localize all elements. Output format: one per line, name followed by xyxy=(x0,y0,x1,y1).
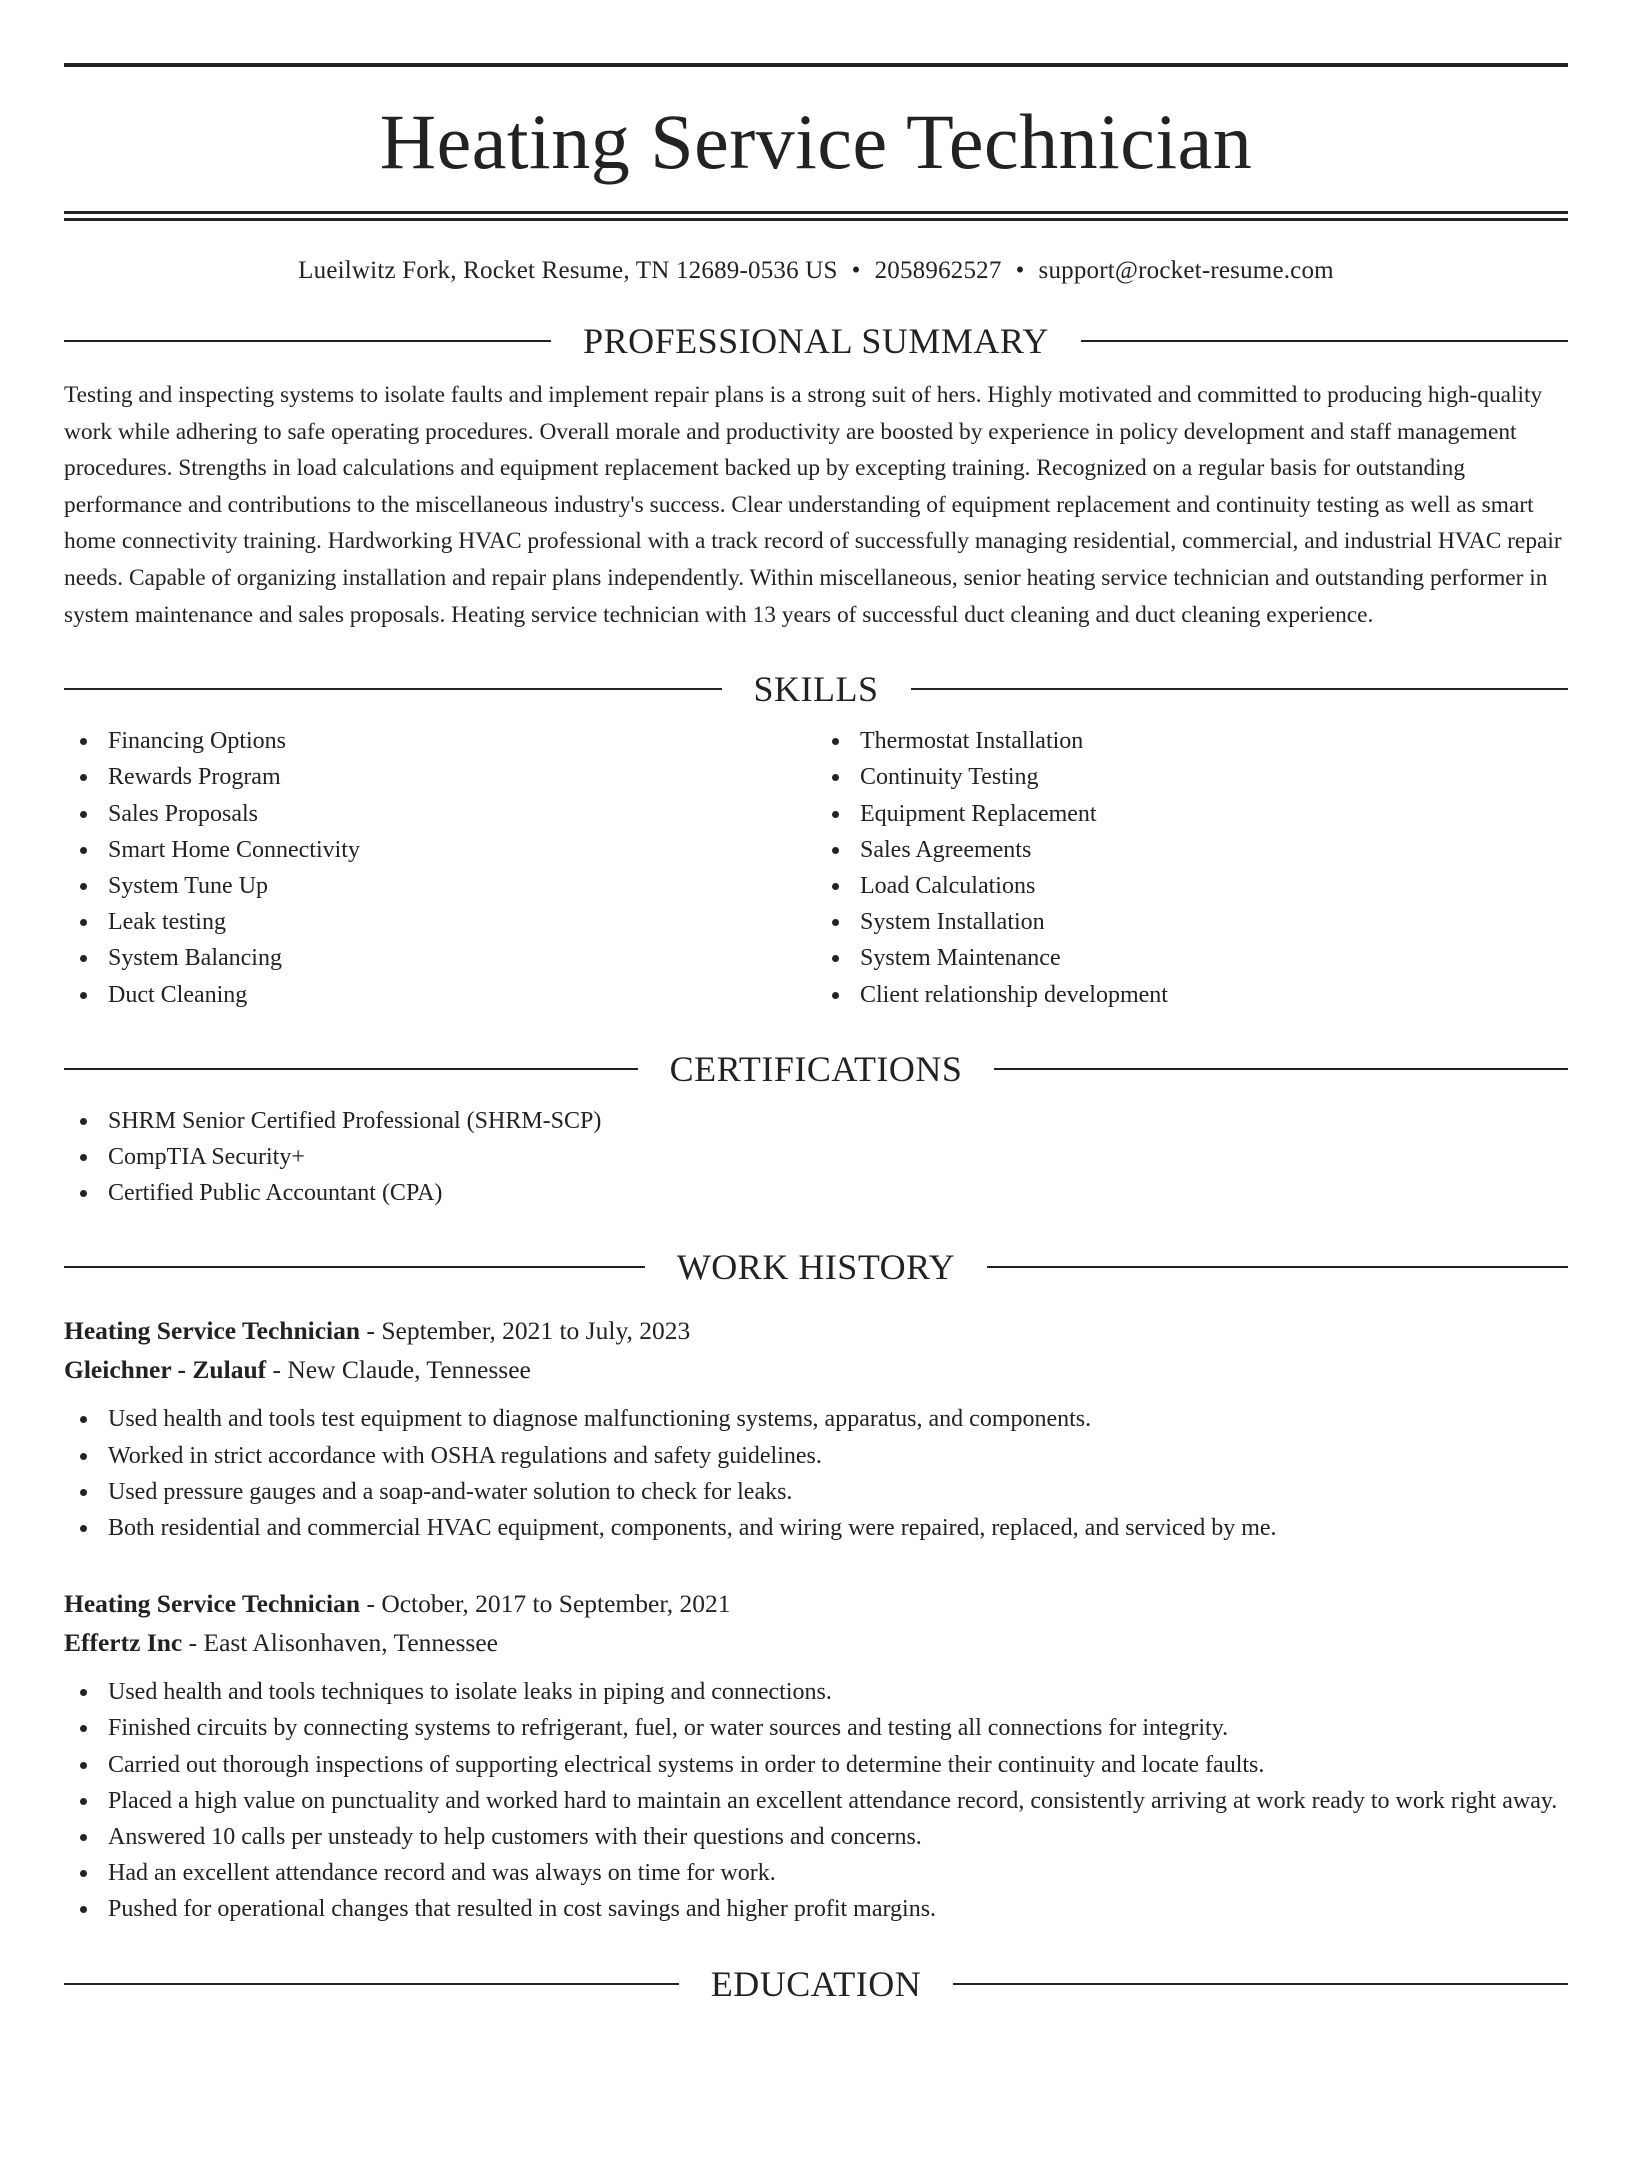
job-duty: Had an excellent attendance record and was always on time for work. xyxy=(64,1855,1568,1891)
top-rule xyxy=(64,63,1568,67)
job-duty: Both residential and commercial HVAC equipment, components, and wiring were repaired, replaced, and serviced by me. xyxy=(64,1510,1568,1546)
job-duty: Used health and tools test equipment to diagnose malfunctioning systems, apparatus, and components. xyxy=(64,1401,1568,1437)
job-company-line xyxy=(64,1623,1568,1662)
job-title-line xyxy=(64,1311,1568,1350)
skills-list-left xyxy=(64,723,816,1013)
resume-page xyxy=(0,63,1632,2175)
job-duty: Placed a high value on punctuality and worked hard to maintain an excellent attendance record, consistently arriving at work ready to work right away. xyxy=(64,1783,1568,1819)
job-company-line xyxy=(64,1350,1568,1389)
certification-item: CompTIA Security+ xyxy=(64,1139,1568,1175)
job-duty: Answered 10 calls per unsteady to help customers with their questions and concerns. xyxy=(64,1819,1568,1855)
skills-list-right xyxy=(816,723,1568,1013)
skill-item: Load Calculations xyxy=(816,868,1568,904)
job-location: - East Alisonhaven, Tennessee xyxy=(182,1628,498,1658)
contact-phone[interactable]: 2058962527 xyxy=(874,257,1002,284)
job-duty: Pushed for operational changes that resulted in cost savings and higher profit margins. xyxy=(64,1891,1568,1927)
skill-item: Sales Proposals xyxy=(64,796,816,832)
section-heading-certifications xyxy=(64,1047,1568,1091)
job-company: Gleichner - Zulauf xyxy=(64,1355,267,1385)
contact-line xyxy=(64,257,1568,285)
job-duty: Finished circuits by connecting systems to refrigerant, fuel, or water sources and testing all connections for integrity. xyxy=(64,1710,1568,1746)
section-rule xyxy=(911,688,1569,690)
skill-item: Duct Cleaning xyxy=(64,977,816,1013)
section-rule xyxy=(64,1266,645,1268)
contact-separator: • xyxy=(851,257,861,284)
job-duty: Worked in strict accordance with OSHA regulations and safety guidelines. xyxy=(64,1438,1568,1474)
job-duty: Used pressure gauges and a soap-and-water solution to check for leaks. xyxy=(64,1474,1568,1510)
section-heading-education xyxy=(64,1962,1568,2006)
section-rule xyxy=(64,1983,679,1985)
job-company: Effertz Inc xyxy=(64,1628,183,1658)
skill-item: Financing Options xyxy=(64,723,816,759)
section-heading-work-history xyxy=(64,1245,1568,1289)
job-entry xyxy=(64,1311,1568,1546)
skill-item: Continuity Testing xyxy=(816,759,1568,795)
skill-item: Smart Home Connectivity xyxy=(64,832,816,868)
contact-email[interactable]: support@rocket-resume.com xyxy=(1038,257,1334,284)
section-rule xyxy=(953,1983,1568,1985)
job-duties-list xyxy=(64,1401,1568,1546)
section-rule xyxy=(1081,340,1568,342)
skill-item: Equipment Replacement xyxy=(816,796,1568,832)
job-title-line xyxy=(64,1584,1568,1623)
section-rule xyxy=(994,1068,1568,1070)
skill-item: System Tune Up xyxy=(64,868,816,904)
title-double-rule xyxy=(64,211,1568,221)
skill-item: Rewards Program xyxy=(64,759,816,795)
job-title: Heating Service Technician xyxy=(64,1316,361,1346)
section-rule xyxy=(64,688,722,690)
section-rule xyxy=(987,1266,1568,1268)
section-title: SKILLS xyxy=(753,669,879,710)
job-title: Heating Service Technician xyxy=(64,1589,361,1619)
job-dates: - October, 2017 to September, 2021 xyxy=(360,1589,731,1619)
job-duty: Used health and tools techniques to isolate leaks in piping and connections. xyxy=(64,1674,1568,1710)
contact-separator: • xyxy=(1015,257,1025,284)
skill-item: System Balancing xyxy=(64,940,816,976)
section-heading-skills xyxy=(64,667,1568,711)
job-location: - New Claude, Tennessee xyxy=(266,1355,531,1385)
section-title: CERTIFICATIONS xyxy=(669,1048,963,1089)
certification-item: Certified Public Accountant (CPA) xyxy=(64,1175,1568,1211)
skill-item: Client relationship development xyxy=(816,977,1568,1013)
skill-item: Sales Agreements xyxy=(816,832,1568,868)
section-title: PROFESSIONAL SUMMARY xyxy=(583,321,1049,361)
skill-item: Leak testing xyxy=(64,904,816,940)
job-duties-list xyxy=(64,1674,1568,1927)
section-title: WORK HISTORY xyxy=(676,1247,956,1288)
skills-grid xyxy=(64,723,1568,1013)
skill-item: Thermostat Installation xyxy=(816,723,1568,759)
section-rule xyxy=(64,1068,638,1070)
job-entry xyxy=(64,1584,1568,1927)
resume-title: Heating Service Technician xyxy=(379,98,1253,185)
certifications-list xyxy=(64,1103,1568,1212)
job-duty: Carried out thorough inspections of supporting electrical systems in order to determine their continuity and locate faults. xyxy=(64,1747,1568,1783)
job-dates: - September, 2021 to July, 2023 xyxy=(360,1316,691,1346)
skill-item: System Installation xyxy=(816,904,1568,940)
section-heading-summary xyxy=(64,319,1568,363)
section-rule xyxy=(64,340,551,342)
section-title: EDUCATION xyxy=(710,1963,922,2004)
contact-address: Lueilwitz Fork, Rocket Resume, TN 12689-0536 US xyxy=(298,257,838,284)
skill-item: System Maintenance xyxy=(816,940,1568,976)
summary-text: Testing and inspecting systems to isolate faults and implement repair plans is a strong suit of hers. Highly motivated and committed to producing high-quality work while adhering to safe operating procedures. Overall morale and productivity are boosted by experience in policy development and staff management procedures. Strengths in load calculations and equipment replacement backed up by excepting training. Recognized on a regular basis for outstanding performance and contributions to the miscellaneous industry's success. Clear understanding of equipment replacement and continuity testing as well as smart home connectivity training. Hardworking HVAC professional with a track record of successfully managing residential, commercial, and industrial HVAC repair needs. Capable of organizing installation and repair plans independently. Within miscellaneous, senior heating service technician and outstanding performer in system maintenance and sales proposals. Heating service technician with 13 years of successful duct cleaning and duct cleaning experience. xyxy=(64,382,1562,628)
certification-item: SHRM Senior Certified Professional (SHRM-SCP) xyxy=(64,1103,1568,1139)
